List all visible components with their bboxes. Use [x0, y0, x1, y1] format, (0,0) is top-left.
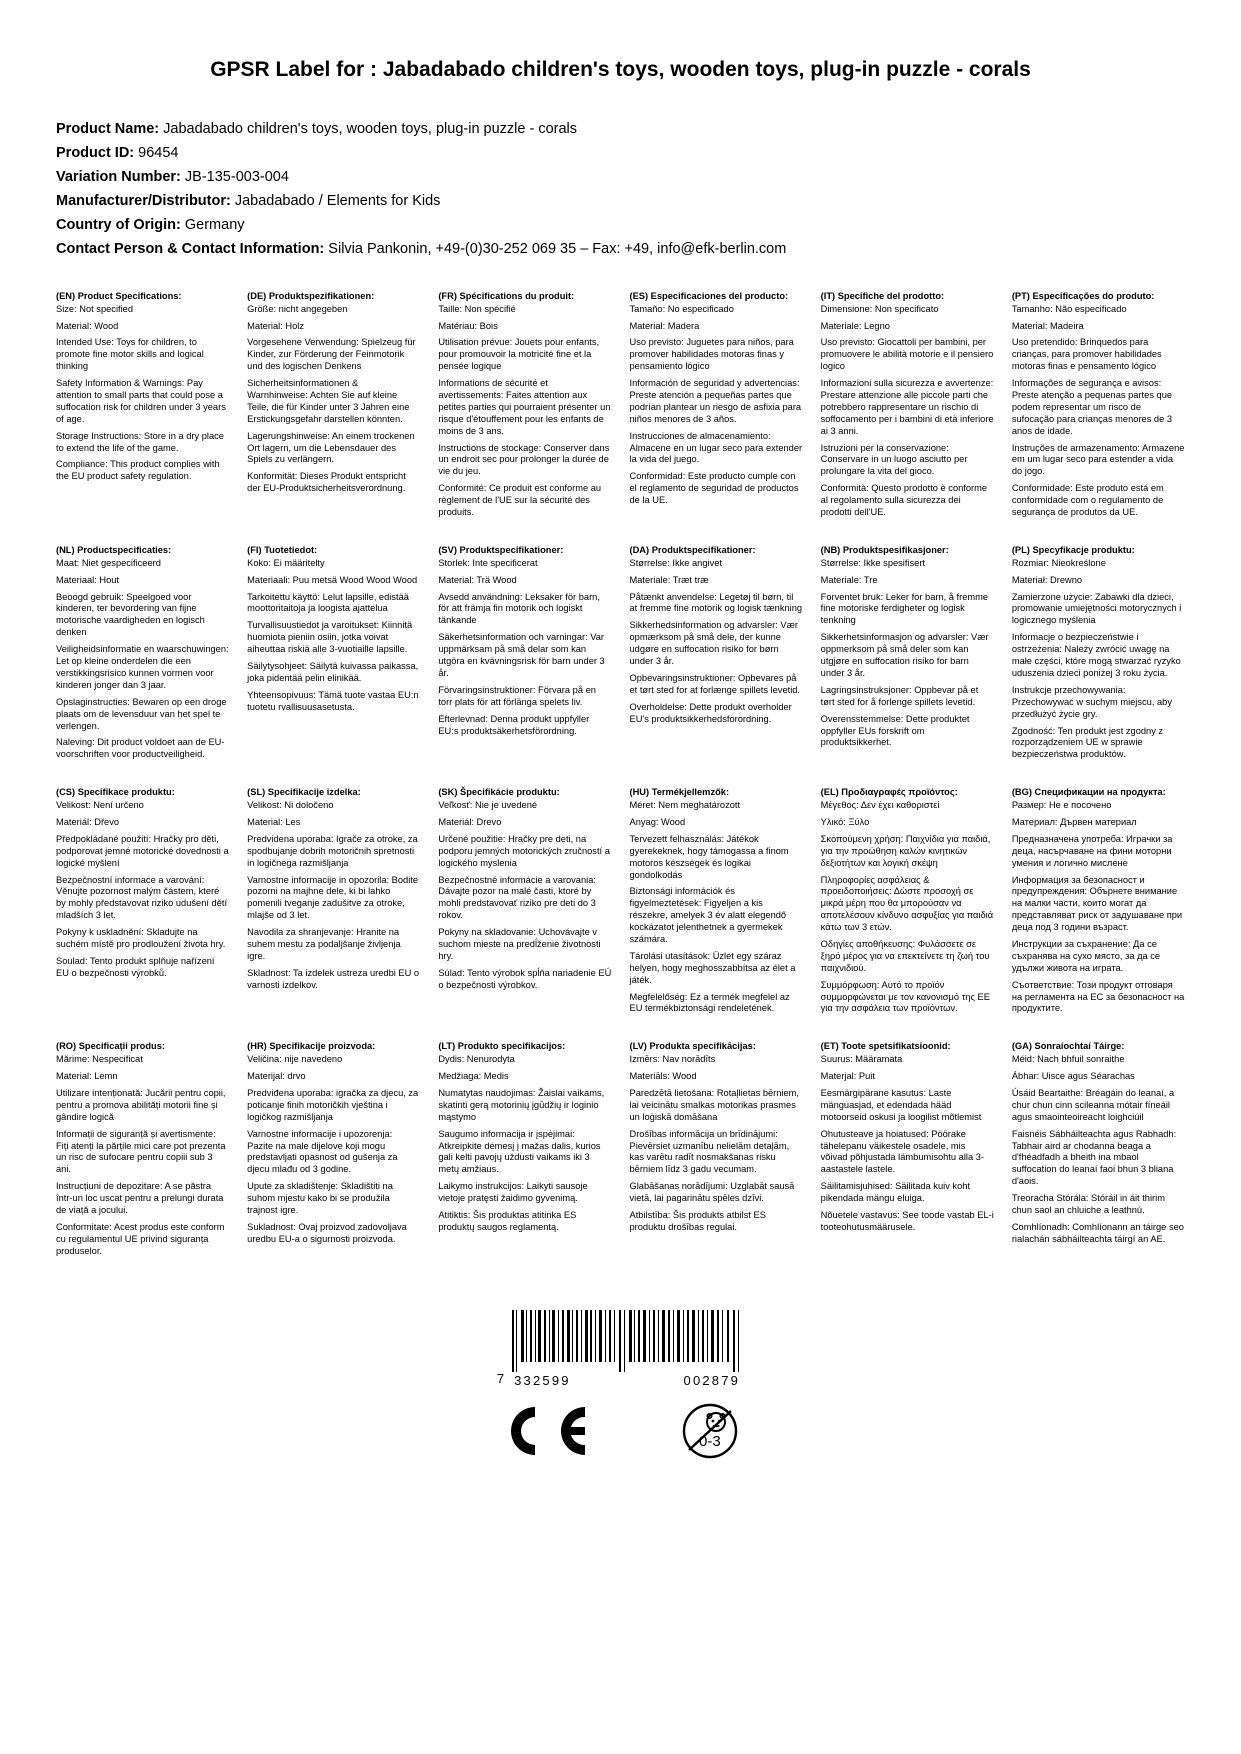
spec-line: Varnostne informacije in opozorila: Bodite pozorni na majhne dele, ki bi lahko pomenili tveganje zadušitve za otroke, mlajše od 3 let.	[247, 874, 419, 921]
barcode-group-right: 002879	[683, 1372, 741, 1388]
spec-line: Tamaño: No especificado	[629, 303, 734, 314]
spec-line: Veľkosť: Nie je uvedené	[438, 800, 538, 811]
spec-line: Materiał: Drewno	[1011, 574, 1083, 585]
spec-block-hr	[247, 1041, 420, 1283]
spec-line: Sukladnost: Ovaj proizvod zadovoljava uredbu EU-a o sigurnosti proizvoda.	[247, 1221, 407, 1244]
spec-line: Tárolási utasítások: Üzlet egy száraz helyen, hogy meghosszabbítsa az élet a játék.	[629, 950, 796, 985]
spec-line: Conformidade: Este produto está em conformidade com o regulamento de segurança de produtos da UE.	[1011, 483, 1164, 518]
spec-line: Úsáid Beartaithe: Bréagáin do leanaí, a chur chun cinn scileanna mótair fíneáil agus smaointeoireacht loighciúil	[1011, 1087, 1175, 1122]
spec-line: Materiale: Træt træ	[629, 574, 709, 585]
spec-line: Matériau: Bois	[438, 320, 498, 331]
spec-block-ro	[56, 1041, 229, 1283]
spec-line: Comhlíonadh: Comhlíonann an táirge seo rialachán sábháilteachta táirgí an AE.	[1011, 1221, 1184, 1244]
spec-line: Eesmärgipärane kasutus: Laste mänguasjad, et edendada hääd motoorseid oskusi ja loogilist mõtlemist	[820, 1087, 982, 1122]
spec-line: Tamanho: Não especificado	[1011, 303, 1127, 314]
meta-label: Product Name:	[56, 121, 160, 138]
spec-line: Navodila za shranjevanje: Hranite na suhem mestu za podaljšanje življenja igre.	[247, 927, 401, 961]
spec-line: Istruzioni per la conservazione: Conservare in un luogo asciutto per prolungare la vita del gioco.	[820, 442, 968, 477]
meta-label: Manufacturer/Distributor:	[56, 193, 231, 210]
spec-line: Faisnéis Sábháilteachta agus Rabhadh: Tabhair aird ar chodanna beaga a d'fhéadfadh a bheith ina mbaol suffocation do leanaí faoi bhun 3 bliana d'aois.	[1011, 1128, 1177, 1187]
spec-block-de	[247, 291, 420, 545]
spec-line: Súlad: Tento výrobok spĺňa nariadenie EÚ o bezpečnosti výrobkov.	[438, 967, 612, 990]
spec-line: Laikymo instrukcijos: Laikyti sausoje vietoje pratęsti žaidimo gyvenimą.	[438, 1181, 588, 1204]
spec-line: Информация за безопасност и предупреждения: Обърнете внимание на малки части, които могат да представляват риск от задушаване при деца под 3 години възраст.	[1011, 874, 1183, 933]
spec-line: Säilytysohjeet: Säilytä kuivassa paikassa, joka pidentää pelin elinikää.	[247, 661, 419, 683]
product-meta	[56, 118, 1185, 260]
spec-title: (IT) Specifiche del prodotto:	[820, 290, 945, 301]
spec-line: Glabāšanas norādījumi: Uzglabāt sausā vietā, lai pagarinātu spēles dzīvi.	[629, 1181, 795, 1204]
spec-title: (PL) Specyfikacje produktu:	[1011, 544, 1135, 555]
meta-row-manufacturer	[56, 190, 1185, 213]
spec-title: (DE) Produktspezifikationen:	[247, 290, 375, 301]
spec-block-nl	[56, 545, 229, 787]
meta-value: Jabadabado / Elements for Kids	[234, 193, 441, 210]
spec-block-ga	[1012, 1041, 1185, 1283]
spec-line: Materijal: drvo	[247, 1071, 306, 1082]
spec-block-pl	[1012, 545, 1185, 787]
spec-block-cs	[56, 787, 229, 1041]
spec-block-da	[630, 545, 803, 787]
spec-line: Materjal: Puit	[820, 1071, 875, 1082]
spec-line: Uso pretendido: Brinquedos para crianças, para promover habilidades motoras finas e pensamento lógico	[1011, 337, 1162, 372]
meta-row-product-name	[56, 118, 1185, 141]
specification-grid	[56, 291, 1185, 1284]
spec-line: Predviđena uporaba: igračka za djecu, za poticanje finih motoričkih vještina i logičkog razmišljanja	[247, 1087, 419, 1122]
spec-line: Förvaringsinstruktioner: Förvara på en torr plats för att förlänga spelets liv.	[438, 684, 596, 707]
spec-block-lt	[438, 1041, 611, 1283]
spec-line: Drošības informācija un brīdinājumi: Pievērsiet uzmanību nelielām detaļām, kas varētu radīt nosmakšanas risku bērniem līdz 3 gadu vecumam.	[629, 1128, 790, 1175]
spec-block-sk	[438, 787, 611, 1041]
spec-line: Instrukcje przechowywania: Przechowywać w suchym miejscu, aby przedłużyć życie gry.	[1011, 684, 1172, 719]
spec-line: Informations de sécurité et avertissements: Faites attention aux petites parties qui pourraient présenter un risque d'étouffement pour les enfants de moins de 3 ans.	[438, 378, 611, 436]
spec-line: Material: Lemn	[56, 1071, 118, 1082]
spec-block-fi	[247, 545, 420, 787]
spec-line: Maat: Niet gespecificeerd	[56, 557, 161, 568]
spec-line: Υλικό: Ξύλο	[820, 816, 870, 827]
spec-line: Suurus: Määramata	[820, 1054, 903, 1065]
spec-title: (NL) Productspecificaties:	[56, 544, 172, 555]
spec-line: Compliance: This product complies with the EU product safety regulation.	[56, 459, 220, 482]
spec-line: Velikost: Není určeno	[56, 800, 144, 811]
spec-title: (GA) Sonraíochtaí Táirge:	[1011, 1041, 1125, 1052]
spec-title: (LT) Produkto specifikacijos:	[438, 1041, 566, 1052]
spec-line: Predvidena uporaba: Igrače za otroke, za spodbujanje dobrih motoričnih spretnosti in logičnega razmišljanja	[247, 833, 418, 868]
spec-line: Material: Wood	[56, 320, 119, 331]
spec-line: Storlek: Inte specificerat	[438, 557, 538, 568]
spec-line: Overensstemmelse: Dette produktet oppfyller EUs forskrift om produktsikkerhet.	[820, 713, 970, 748]
spec-line: Συμμόρφωση: Αυτό το προϊόν συμμορφώνεται με τον κανονισμό της ΕΕ για την ασφάλεια των προϊόντων.	[820, 979, 990, 1014]
spec-title: (SL) Specifikacije izdelka:	[247, 787, 361, 798]
spec-line: Informazioni sulla sicurezza e avvertenze: Prestare attenzione alle piccole parti che potrebbero rappresentare un rischio di soffocamento per i bambini di età inferiore ai 3 anni.	[820, 378, 994, 436]
spec-line: Sikkerhetsinformasjon og advarsler: Vær oppmerksom på små deler som kan utgjøre en suffocation risiko for barn under 3 år.	[820, 632, 989, 678]
spec-line: Instruções de armazenamento: Armazene em um lugar seco para estender a vida do jogo.	[1011, 442, 1185, 477]
spec-line: Saugumo informacija ir įspėjimai: Atkreipkite dėmesį į mažas dalis, kurios gali kelti pavojų uždusti vaikams iki 3 metų amžiaus.	[438, 1128, 601, 1175]
spec-line: Naleving: Dit product voldoet aan de EU-voorschriften voor productveiligheid.	[56, 737, 225, 760]
spec-block-es	[630, 291, 803, 545]
spec-line: Съответствие: Този продукт отговаря на регламента на ЕС за безопасност на продуктите.	[1011, 979, 1185, 1014]
spec-line: Opslaginstructies: Bewaren op een droge plaats om de levensduur van het spel te verlengen.	[56, 696, 227, 731]
spec-line: Información de seguridad y advertencias: Preste atención a pequeñas partes que podrían plantear un riesgo de asfixia para niños menores de 3 años.	[629, 378, 802, 424]
spec-line: Avsedd användning: Leksaker för barn, för att främja fin motorik och logiskt tänkande	[438, 591, 600, 626]
spec-title: (ES) Especificaciones del producto:	[629, 290, 789, 301]
spec-title: (DA) Produktspecifikationer:	[629, 544, 756, 555]
spec-title: (ET) Toote spetsifikatsioonid:	[820, 1041, 951, 1052]
spec-block-fr	[438, 291, 611, 545]
spec-line: Atbilstība: Šis produkts atbilst ES produktu drošības regulai.	[629, 1210, 766, 1232]
spec-title: (EN) Product Specifications:	[56, 290, 182, 301]
spec-line: Koko: Ei määritelty	[247, 557, 325, 568]
page-title: GPSR Label for : Jabadabado children's toys, wooden toys, plug-in puzzle - corals	[210, 58, 1031, 81]
spec-line: Størrelse: Ikke angivet	[629, 557, 722, 568]
spec-block-sl	[247, 787, 420, 1041]
spec-line: Určené použitie: Hračky pre deti, na podporu jemných motorických zručností a logického myslenia	[438, 833, 610, 868]
spec-line: Sicherheitsinformationen & Warnhinweise: Achten Sie auf kleine Teile, die für Kinder unter 3 Jahren eine Erstickungsgefahr darstellen könnten.	[247, 378, 410, 424]
barcode-group-left: 332599	[514, 1372, 571, 1388]
spec-line: Zgodność: Ten produkt jest zgodny z rozporządzeniem UE w sprawie bezpieczeństwa produktów.	[1011, 725, 1164, 760]
spec-title: (SV) Produktspecifikationer:	[438, 544, 564, 555]
spec-title: (LV) Produkta specifikācijas:	[629, 1041, 756, 1052]
spec-line: Méret: Nem meghatározott	[629, 800, 741, 811]
spec-title: (CS) Specifikace produktu:	[56, 787, 175, 798]
compliance-marks	[499, 1402, 743, 1460]
spec-line: Opbevaringsinstruktioner: Opbevares på et tørt sted for at forlænge spillets levetid.	[629, 672, 801, 695]
meta-row-contact	[56, 238, 1185, 261]
spec-line: Treoracha Stórála: Stóráil in áit thirim chun saol an chluiche a leathnú.	[1011, 1193, 1165, 1215]
spec-line: Zamierzone użycie: Zabawki dla dzieci, promowanie umiejętności motorycznych i logicznego myślenia	[1011, 591, 1182, 626]
spec-line: Sikkerhedsinformation og advarsler: Vær opmærksom på små dele, der kunne udgøre en suffocation risiko for børn under 3 år.	[629, 620, 798, 667]
spec-line: Οδηγίες αποθήκευσης: Φυλάσσετε σε ξηρό μέρος για να επεκτείνετε τη ζωή του παιχνιδιού.	[820, 938, 990, 973]
spec-line: Conformité: Ce produit est conforme au règlement de l'UE sur la sécurité des produits.	[438, 483, 602, 518]
spec-line: Uso previsto: Giocattoli per bambini, per promuovere le abilità motorie e il pensiero logico	[820, 337, 994, 372]
spec-line: Materiale: Tre	[820, 574, 878, 585]
meta-row-country-of-origin	[56, 214, 1185, 237]
spec-line: Beoogd gebruik: Speelgoed voor kinderen, ter bevordering van fijne motorische vaardigheden en logisch denken	[56, 591, 205, 638]
barcode-digits	[510, 1373, 744, 1388]
spec-line: Ohutusteave ja hoiatused: Pöörake tähelepanu väikestele osadele, mis võivad põhjustada lämbumisohtu alla 3-aastastele lastele.	[820, 1128, 984, 1175]
spec-line: Инструкции за съхранение: Да се съхранява на сухо място, за да се удължи живота на играта.	[1011, 938, 1161, 973]
spec-block-it	[821, 291, 994, 545]
spec-line: Материал: Дървен материал	[1011, 816, 1137, 827]
meta-row-variation-number	[56, 166, 1185, 189]
spec-line: Pokyny na skladovanie: Uchovávajte v suchom mieste na predĺženie životnosti hry.	[438, 927, 601, 961]
spec-line: Bezpečnostní informace a varování: Věnujte pozornost malým částem, které by mohly představovat riziko udušení dětí mladších 3 let.	[56, 874, 228, 921]
meta-value: Germany	[184, 216, 245, 233]
spec-title: (PT) Especificações do produto:	[1011, 290, 1155, 301]
spec-line: Vorgesehene Verwendung: Spielzeug für Kinder, zur Förderung der Feinmotorik und des logischen Denkens	[247, 337, 416, 372]
spec-title: (HU) Termékjellemzők:	[629, 787, 730, 798]
spec-line: Soulad: Tento produkt splňuje nařízení EU o bezpečnosti výrobků.	[56, 955, 215, 978]
spec-line: Предназначена употреба: Играчки за деца, насърчаване на фини моторни умения и логично мислене	[1011, 833, 1173, 868]
spec-line: Numatytas naudojimas: Žaislai vaikams, skatinti gerą motorinių įgūdžių ir loginio mąstymo	[438, 1087, 605, 1122]
spec-line: Säilitamisjuhised: Säilitada kuiv koht pikendada mängu eluiga.	[820, 1181, 970, 1204]
spec-line: Conformità: Questo prodotto è conforme al regolamento sulla sicurezza dei prodotti dell'UE.	[820, 483, 988, 518]
spec-line: Säkerhetsinformation och varningar: Var uppmärksam på små delar som kan utgöra en kvävningsrisk för barn under 3 år.	[438, 632, 605, 678]
spec-title: (SK) Špecifikácie produktu:	[438, 787, 560, 798]
spec-line: Tervezett felhasználás: Játékok gyerekeknek, hogy támogassa a finom motoros készségek és logikai gondolkodás	[629, 833, 789, 880]
spec-line: Upute za skladištenje: Skladištiti na suhom mjestu kako bi se produžila trajnost igre.	[247, 1181, 393, 1215]
spec-line: Nõuetele vastavus: See toode vastab EL-i tooteohutusmäärusele.	[820, 1210, 994, 1232]
spec-title: (BG) Спецификации на продукта:	[1011, 787, 1166, 798]
spec-block-lv	[630, 1041, 803, 1283]
spec-line: Veiligheidsinformatie en waarschuwingen: Let op kleine onderdelen die een verstikkingsrisico kunnen vormen voor kinderen jonger dan 3 jaar.	[56, 644, 229, 690]
spec-line: Předpokládané použití: Hračky pro děti, podporovat jemné motorické dovednosti a logické myšlení	[56, 833, 229, 868]
spec-line: Izmērs: Nav norādīts	[629, 1054, 716, 1065]
spec-block-nb	[821, 545, 994, 787]
spec-line: Safety Information & Warnings: Pay attention to small parts that could pose a suffocation risk for children under 3 years of age.	[56, 378, 226, 424]
spec-line: Atitiktis: Šis produktas atitinka ES produktų saugos reglamentą.	[438, 1210, 577, 1232]
spec-line: Material: Trä Wood	[438, 574, 517, 585]
spec-line: Informacje o bezpieczeństwie i ostrzeżenia: Należy zwrócić uwagę na małe części, które mogą stwarzać ryzyko uduszenia dzieci poniżej 3 roku życia.	[1011, 632, 1181, 678]
meta-value: Jabadabado children's toys, wooden toys, plug-in puzzle - corals	[163, 121, 578, 138]
spec-line: Bezpečnostné informácie a varovania: Dávajte pozor na malé časti, ktoré by mohli predstavovať riziko pre deti do 3 rokov.	[438, 874, 596, 921]
spec-line: Materiál: Drevo	[438, 816, 502, 827]
spec-line: Material: Les	[247, 816, 301, 827]
spec-line: Paredzētā lietošana: Rotaļlietas bērniem, lai veicinātu smalkas motorikas prasmes un loģiskā domāšana	[629, 1087, 800, 1122]
spec-line: Conformidad: Este producto cumple con el reglamento de seguridad de productos de la UE.	[629, 471, 799, 506]
spec-line: Anyag: Wood	[629, 816, 686, 827]
spec-line: Pokyny k uskladnění: Skladujte na suchém místě pro prodloužení života hry.	[56, 927, 226, 949]
spec-title: (HR) Specifikacije proizvoda:	[247, 1041, 376, 1052]
spec-line: Mărime: Nespecificat	[56, 1054, 143, 1065]
spec-line: Material: Madera	[629, 320, 700, 331]
spec-line: Yhteensopivuus: Tämä tuote vastaa EU:n tuotetu rvallisuusasetusta.	[247, 689, 419, 712]
spec-line: Taille: Non spécifié	[438, 303, 516, 314]
spec-line: Varnostne informacije i upozorenja: Pazite na male dijelove koji mogu predstavljati opasnost od gušenja za djecu mlađu od 3 godine.	[247, 1128, 398, 1175]
spec-title: (FR) Spécifications du produit:	[438, 290, 575, 301]
spec-line: Utilizare intenționată: Jucării pentru copii, pentru a promova abilități motorii fine și gândire logică	[56, 1087, 226, 1122]
spec-line: Informações de segurança e avisos: Preste atenção a pequenas partes que podem representar um risco de sufocação para crianças menores de 3 anos de idade.	[1011, 378, 1173, 436]
spec-line: Utilisation prévue: Jouets pour enfants, pour promouvoir la motricité fine et la pensée logique	[438, 337, 600, 372]
spec-block-en	[56, 291, 229, 545]
meta-label: Contact Person & Contact Information:	[56, 240, 325, 257]
ce-mark-icon	[499, 1402, 591, 1460]
spec-line: Πληροφορίες ασφάλειας & προειδοποιήσεις: Δώστε προσοχή σε μικρά μέρη που θα μπορούσαν να αποτελέσουν κίνδυνο ασφυξίας για παιδιά κάτω των 3 ετών.	[820, 874, 994, 933]
meta-label: Country of Origin:	[56, 216, 181, 233]
spec-line: Velikost: Ni določeno	[247, 800, 334, 811]
spec-line: Turvallisuustiedot ja varoitukset: Kiinnitä huomiota pieniin osiin, jotka voivat aiheuttaa riskiä alle 3-vuotiaille lapsille.	[247, 620, 413, 655]
spec-title: (EL) Προδιαγραφές προϊόντος:	[820, 787, 958, 798]
spec-block-pt	[1012, 291, 1185, 545]
spec-line: Materiāls: Wood	[629, 1071, 697, 1082]
spec-line: Größe: nicht angegeben	[247, 303, 348, 314]
spec-line: Megfelelőség: Ez a termék megfelel az EU termékbiztonsági rendeletének.	[629, 991, 790, 1014]
spec-line: Lagerungshinweise: An einem trockenen Ort lagern, um die Lebensdauer des Spiels zu verlängern.	[247, 430, 415, 465]
spec-block-bg	[1012, 787, 1185, 1041]
spec-line: Conformitate: Acest produs este conform cu regulamentul UE privind siguranța produselor.	[56, 1221, 225, 1256]
spec-line: Intended Use: Toys for children, to promote fine motor skills and logical thinking	[56, 337, 204, 372]
meta-value: 96454	[138, 145, 179, 162]
spec-line: Materiale: Legno	[820, 320, 890, 331]
meta-value: Silvia Pankonin, +49-(0)30-252 069 35 – Fax: +49, info@efk-berlin.com	[328, 240, 787, 257]
spec-line: Påtænkt anvendelse: Legetøj til børn, til at fremme fine motorik og logisk tænkning	[629, 591, 803, 614]
spec-line: Tarkoitettu käyttö: Lelut lapsille, edistää moottoritaitoja ja loogista ajattelua	[247, 591, 409, 614]
spec-line: Forventet bruk: Leker for barn, å fremme fine motoriske ferdigheter og logisk tenkning	[820, 591, 989, 626]
spec-line: Dydis: Nenurodyta	[438, 1054, 515, 1065]
barcode-image	[510, 1310, 744, 1388]
spec-title: (RO) Specificații produs:	[56, 1041, 165, 1052]
spec-line: Instructions de stockage: Conserver dans un endroit sec pour prolonger la durée de vie du jeu.	[438, 442, 610, 477]
svg-text:0-3: 0-3	[698, 1432, 721, 1450]
spec-line: Size: Not specified	[56, 303, 133, 314]
meta-label: Product ID:	[56, 145, 135, 162]
spec-line: Ábhar: Uisce agus Séarachas	[1011, 1071, 1135, 1082]
barcode-left-digit: 7	[496, 1370, 505, 1386]
spec-title: (NB) Produktspesifikasjoner:	[820, 544, 949, 555]
spec-block-hu	[630, 787, 803, 1041]
spec-line: Material: Madeira	[1011, 320, 1084, 331]
spec-line: Σκοπούμενη χρήση: Παιχνίδια για παιδιά, για την προώθηση καλών κινητικών δεξιοτήτων και λογική σκέψη	[820, 833, 991, 868]
spec-line: Størrelse: Ikke spesifisert	[820, 557, 926, 568]
spec-block-el	[821, 787, 994, 1041]
spec-block-sv	[438, 545, 611, 787]
spec-line: Material: Holz	[247, 320, 304, 331]
spec-line: Uso previsto: Juguetes para niños, para promover habilidades motoras finas y pensamiento lógico	[629, 337, 794, 372]
spec-line: Lagringsinstruksjoner: Oppbevar på et tørt sted for å forlenge spillets levetid.	[820, 684, 979, 707]
spec-line: Materiál: Dřevo	[56, 816, 120, 827]
spec-line: Размер: Не е посочено	[1011, 800, 1112, 811]
spec-line: Materiaal: Hout	[56, 574, 120, 585]
barcode-wrap	[497, 1310, 744, 1388]
spec-line: Veličina: nije navedeno	[247, 1054, 343, 1065]
spec-line: Skladnost: Ta izdelek ustreza uredbi EU o varnosti izdelkov.	[247, 967, 420, 990]
spec-line: Materiaali: Puu metsä Wood Wood Wood	[247, 574, 418, 585]
spec-line: Biztonsági információk és figyelmeztetések: Figyeljen a kis részekre, amelyek 3 év alatt elegendő kockázatot jelenthetnek a gyermekek számára.	[629, 886, 787, 944]
spec-line: Medžiaga: Medis	[438, 1071, 509, 1082]
spec-line: Μέγεθος: Δεν έχει καθοριστεί	[820, 800, 940, 811]
barcode-area	[56, 1310, 1185, 1460]
meta-row-product-id	[56, 142, 1185, 165]
spec-line: Storage Instructions: Store in a dry place to extend the life of the game.	[56, 430, 224, 453]
spec-line: Informații de siguranță și avertismente: Fiți atenți la părțile mici care pot prezenta un risc de sufocare pentru copiii sub 3 ani.	[56, 1128, 226, 1175]
meta-label: Variation Number:	[56, 169, 181, 186]
spec-line: Efterlevnad: Denna produkt uppfyller EU:s produktsäkerhetsförordning.	[438, 713, 590, 736]
spec-block-et	[821, 1041, 994, 1283]
spec-line: Dimensione: Non specificato	[820, 303, 939, 314]
spec-line: Rozmiar: Nieokreślone	[1011, 557, 1106, 568]
spec-line: Méid: Nach bhfuil sonraithe	[1011, 1054, 1125, 1065]
spec-line: Konformität: Dieses Produkt entspricht der EU-Produktsicherheitsverordnung.	[247, 471, 406, 494]
spec-line: Instrucciones de almacenamiento: Almacene en un lugar seco para extender la vida del juego.	[629, 430, 803, 465]
spec-title: (FI) Tuotetiedot:	[247, 544, 318, 555]
no-children-under-3-icon	[677, 1402, 743, 1460]
spec-line: Overholdelse: Dette produkt overholder EU's produktsikkerhedsforordning.	[629, 701, 792, 724]
meta-value: JB-135-003-004	[184, 169, 289, 186]
spec-line: Instrucțiuni de depozitare: A se păstra într-un loc uscat pentru a prelungi durata de viață a jocului.	[56, 1181, 224, 1215]
